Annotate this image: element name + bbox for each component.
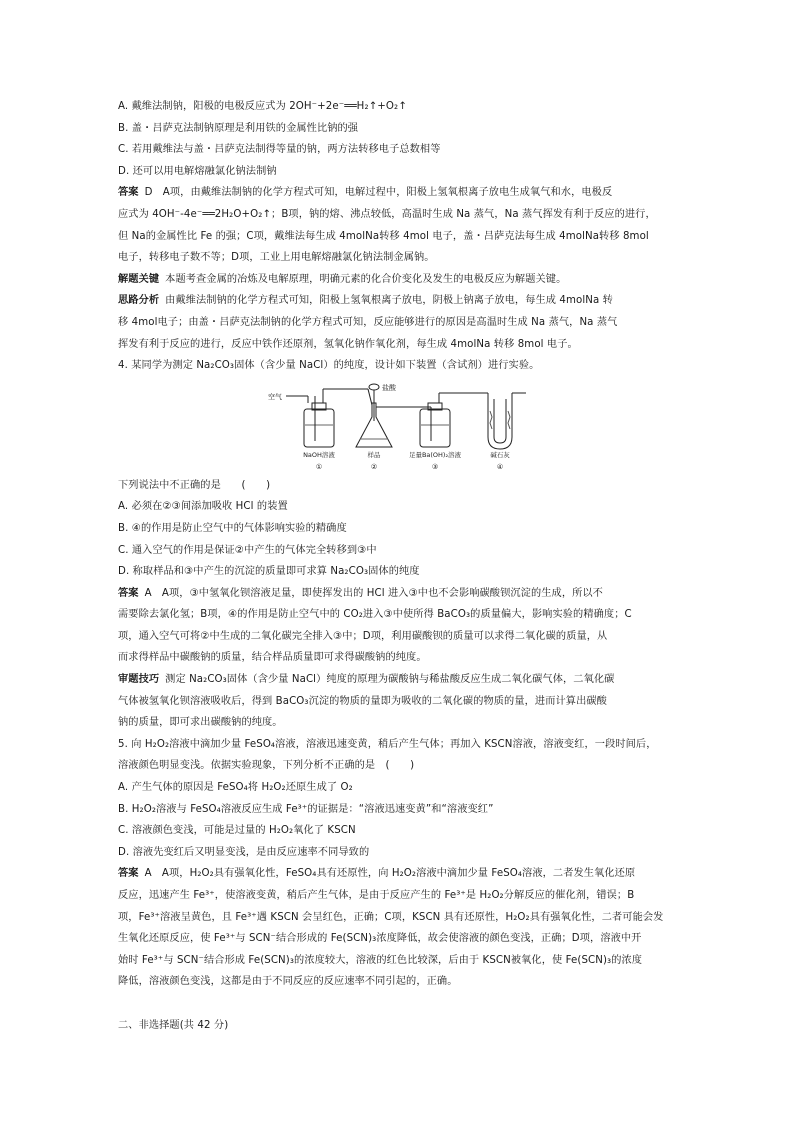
q5-answer-line-3: 项，Fe³⁺溶液呈黄色，且 Fe³⁺遇 KSCN 会呈红色，正确；C项，KSCN 具有还原性，H₂O₂具有强氧化性，二者可能会发 — [118, 911, 664, 923]
q5-stem-line-1: 5. 向 H₂O₂溶液中滴加少量 FeSO₄溶液，溶液迅速变黄，稍后产生气体；再加入 KSCN溶液，溶液变红，一段时间后， — [118, 738, 657, 750]
q5-answer-line-4: 生氧化还原反应，使 Fe³⁺与 SCN⁻结合形成的 Fe(SCN)₃浓度降低，故会使溶液的颜色变浅，正确；D项，溶液中开 — [118, 933, 642, 945]
q5-stem-line-2: 溶液颜色明显变浅。依据实验现象，下列分析不正确的是 ( ) — [118, 760, 415, 772]
u-tube-soda-lime — [488, 393, 526, 449]
q3-analysis-line-2: 移 4mol电子；由盖・吕萨克法制钠的化学方程式可知，反应能够进行的原因是高温时生成 Na 蒸气，Na 蒸气 — [118, 316, 618, 328]
label-2: 样品 — [367, 450, 381, 459]
q4-tip-line-1: 审题技巧 测定 Na₂CO₃固体（含少量 NaCl）纯度的原理为碳酸钠与稀盐酸反应生成二氧化碳气体，二氧化碳 — [118, 674, 615, 686]
label-3: 足量Ba(OH)₂溶液 — [408, 450, 462, 459]
key-point-tag: 解题关键 — [118, 273, 160, 285]
q5-answer-line-1: 答案 A A项，H₂O₂具有强氧化性，FeSO₄具有还原性，向 H₂O₂溶液中滴加少量 FeSO₄溶液，二者发生氧化还原 — [118, 868, 636, 880]
exam-page — [118, 96, 690, 1037]
q5-option-d: D. 溶液先变红后又明显变浅，是由反应速率不同导致的 — [118, 846, 370, 858]
num-4: ④ — [496, 462, 504, 471]
apparatus-svg — [268, 381, 528, 473]
air-label: 空气 — [268, 392, 282, 401]
q3-answer-line-3: 但 Na的金属性比 Fe 的强；C项，戴维法每生成 4molNa转移 4mol 电子，盖・吕萨克法每生成 4molNa转移 8mol — [118, 230, 649, 242]
q4-answer-line-3: 项，通入空气可将②中生成的二氧化碳完全排入③中；D项，利用碳酸钡的质量可以求得二氧化碳的质量，从 — [118, 630, 608, 642]
q3-analysis-line-1: 思路分析 由戴维法制钠的化学方程式可知，阳极上氢氧根离子放电，阴极上钠离子放电，每生成 4molNa 转 — [118, 295, 613, 307]
label-4: 碱石灰 — [490, 450, 510, 459]
bottle-baoh2 — [418, 393, 488, 447]
label-1: NaOH溶液 — [303, 450, 335, 459]
acid-label: 盐酸 — [382, 383, 396, 392]
q4-stem: 4. 某同学为测定 Na₂CO₃固体（含少量 NaCl）的纯度，设计如下装置（含试剂）进行实验。 — [118, 360, 540, 372]
num-3: ③ — [431, 462, 439, 471]
q5-answer-line-6: 降低，溶液颜色变浅，这都是由于不同反应的反应速率不同引起的，正确。 — [118, 976, 458, 988]
q4-option-c: C. 通入空气的作用是保证②中产生的气体完全转移到③中 — [118, 544, 377, 556]
q3-option-c: C. 若用戴维法与盖・吕萨克法制得等量的钠，两方法转移电子总数相等 — [118, 144, 441, 156]
q4-answer-line-4: 而求得样品中碳酸钠的质量，结合样品质量即可求得碳酸钠的纯度。 — [118, 652, 427, 664]
q5-option-b: B. H₂O₂溶液与 FeSO₄溶液反应生成 Fe³⁺的证据是：“溶液迅速变黄”和“溶液变红” — [118, 803, 494, 815]
q5-answer-line-5: 始时 Fe³⁺与 SCN⁻结合形成 Fe(SCN)₃的浓度较大，溶液的红色比较深，后由于 KSCN被氧化，使 Fe(SCN)₃的浓度 — [118, 954, 643, 966]
section-title: 二、非选择题(共 42 分) — [118, 1019, 229, 1031]
flask-sample — [356, 383, 418, 447]
apparatus-diagram — [118, 381, 690, 473]
q4-tip-line-3: 钠的质量，即可求出碳酸钠的纯度。 — [118, 717, 283, 729]
q4-answer-line-2: 需要除去氯化氢；B项，④的作用是防止空气中的 CO₂进入③中使所得 BaCO₃的质量偏大，影响实验的精确度；C — [118, 609, 632, 621]
q3-option-a: A. 戴维法制钠，阳极的电极反应式为 2OH⁻+2e⁻══H₂↑+O₂↑ — [118, 101, 407, 112]
answer-tag: 答案 — [118, 868, 139, 880]
q4-option-b: B. ④的作用是防止空气中的气体影响实验的精确度 — [118, 522, 347, 534]
answer-tag: 答案 — [118, 587, 139, 599]
q5-option-a: A. 产生气体的原因是 FeSO₄将 H₂O₂还原生成了 O₂ — [118, 782, 353, 794]
num-1: ① — [315, 462, 323, 471]
q3-key-point: 解题关键 本题考查金属的冶炼及电解原理，明确元素的化合价变化及发生的电极反应为解题关键。 — [118, 273, 567, 285]
num-2: ② — [370, 462, 378, 471]
q4-option-d: D. 称取样品和③中产生的沉淀的质量即可求算 Na₂CO₃固体的纯度 — [118, 566, 420, 578]
q4-answer-line-1: 答案 A A项，③中氢氧化钡溶液足量，即使挥发出的 HCl 进入③中也不会影响碳酸钡沉淀的生成，所以不 — [118, 587, 603, 599]
bottle-naoh — [304, 389, 334, 447]
q4-ask: 下列说法中不正确的是 ( ) — [118, 479, 271, 491]
q3-analysis-line-3: 挥发有利于反应的进行，反应中铁作还原剂，氢氧化钠作氧化剂，每生成 4molNa 转移 8mol 电子。 — [118, 338, 578, 350]
tip-tag: 审题技巧 — [118, 674, 160, 686]
q3-answer-line-4: 电子，转移电子数不等；D项，工业上用电解熔融氯化钠法制金属钠。 — [118, 252, 435, 264]
q3-option-b: B. 盖・吕萨克法制钠原理是利用铁的金属性比钠的强 — [118, 122, 359, 134]
q4-option-a: A. 必须在②③间添加吸收 HCl 的装置 — [118, 501, 288, 513]
analysis-tag: 思路分析 — [118, 295, 160, 307]
q3-option-d: D. 还可以用电解熔融氯化钠法制钠 — [118, 165, 277, 177]
q5-option-c: C. 溶液颜色变浅，可能是过量的 H₂O₂氧化了 KSCN — [118, 825, 356, 837]
q5-answer-line-2: 反应，迅速产生 Fe³⁺，使溶液变黄，稍后产生气体，是由于反应产生的 Fe³⁺是 H₂O₂分解反应的催化剂，错误；B — [118, 890, 635, 901]
q3-answer-line-1: 答案 D A项，由戴维法制钠的化学方程式可知，电解过程中，阳极上氢氧根离子放电生成氧气和水，电极反 — [118, 187, 613, 199]
q3-answer-line-2: 应式为 4OH⁻-4e⁻══2H₂O+O₂↑；B项，钠的熔、沸点较低，高温时生成 Na 蒸气，Na 蒸气挥发有利于反应的进行， — [118, 208, 656, 220]
q4-tip-line-2: 气体被氢氧化钡溶液吸收后，得到 BaCO₃沉淀的物质的量即为吸收的二氧化碳的物质的量，进而计算出碳酸 — [118, 695, 607, 707]
answer-tag: 答案 — [118, 187, 139, 199]
